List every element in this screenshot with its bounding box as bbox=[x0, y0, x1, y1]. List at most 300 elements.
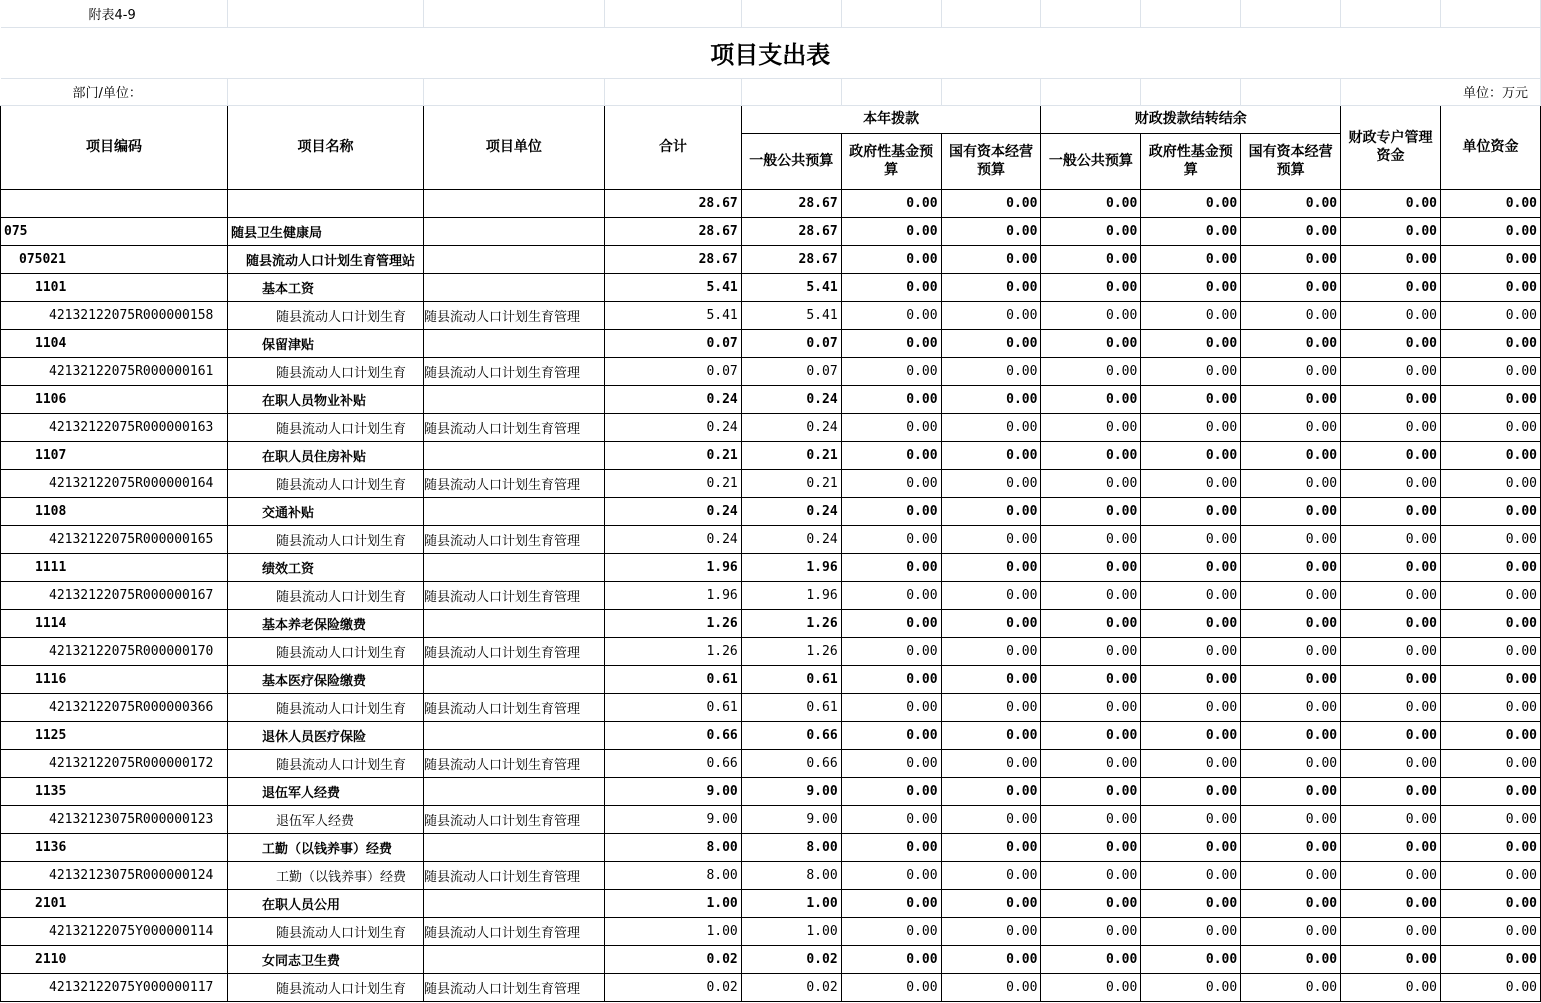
cell-unit bbox=[423, 497, 604, 525]
cell-unit: 随县流动人口计划生育管理 bbox=[423, 301, 604, 329]
cell-value: 8.00 bbox=[604, 833, 741, 861]
cell-name: 随县流动人口计划生育 bbox=[227, 357, 423, 385]
cell-value: 0.00 bbox=[1241, 329, 1341, 357]
cell-value: 0.00 bbox=[1141, 469, 1241, 497]
cell-unit: 随县流动人口计划生育管理 bbox=[423, 861, 604, 889]
cell-code: 42132122075Y000000117 bbox=[1, 973, 228, 1001]
cell-value: 0.00 bbox=[841, 441, 941, 469]
cell-value: 0.00 bbox=[1341, 553, 1441, 581]
cell-value: 0.00 bbox=[941, 945, 1041, 973]
table-row[interactable] bbox=[1, 273, 1541, 301]
cell-value: 0.00 bbox=[841, 245, 941, 273]
cell-value: 0.00 bbox=[1341, 833, 1441, 861]
cell-value: 0.00 bbox=[1241, 553, 1341, 581]
cell-value: 0.00 bbox=[1341, 357, 1441, 385]
cell-value: 0.21 bbox=[604, 469, 741, 497]
cell-value: 0.00 bbox=[1041, 413, 1141, 441]
cell-value: 0.02 bbox=[604, 973, 741, 1001]
cell-value: 0.00 bbox=[1141, 889, 1241, 917]
cell-unit bbox=[423, 273, 604, 301]
cell-value: 0.00 bbox=[1041, 665, 1141, 693]
cell-value: 0.00 bbox=[1441, 357, 1541, 385]
cell-value: 0.00 bbox=[1441, 749, 1541, 777]
cell-code: 42132122075R000000164 bbox=[1, 469, 228, 497]
cell-value: 0.00 bbox=[1041, 301, 1141, 329]
cell-code: 42132123075R000000124 bbox=[1, 861, 228, 889]
header-unit: 项目单位 bbox=[423, 105, 604, 189]
cell-value: 0.00 bbox=[841, 889, 941, 917]
cell-unit: 随县流动人口计划生育管理 bbox=[423, 973, 604, 1001]
cell-unit bbox=[423, 889, 604, 917]
cell-code: 1116 bbox=[1, 665, 228, 693]
cell-value: 1.96 bbox=[604, 553, 741, 581]
cell-value: 0.00 bbox=[841, 805, 941, 833]
cell-unit bbox=[423, 217, 604, 245]
cell-name: 在职人员住房补贴 bbox=[227, 441, 423, 469]
cell-name: 随县流动人口计划生育 bbox=[227, 973, 423, 1001]
cell-value: 0.00 bbox=[1141, 665, 1241, 693]
table-row[interactable] bbox=[1, 805, 1541, 833]
cell-code: 1108 bbox=[1, 497, 228, 525]
cell-value: 0.00 bbox=[1241, 861, 1341, 889]
cell-value: 0.02 bbox=[741, 973, 841, 1001]
cell-value: 0.00 bbox=[941, 973, 1041, 1001]
table-row[interactable] bbox=[1, 385, 1541, 413]
cell-value: 0.00 bbox=[841, 637, 941, 665]
cell-value: 0.00 bbox=[841, 861, 941, 889]
cell-value: 0.00 bbox=[1341, 973, 1441, 1001]
cell-value: 0.00 bbox=[841, 917, 941, 945]
table-row[interactable] bbox=[1, 301, 1541, 329]
cell-code: 42132122075R000000167 bbox=[1, 581, 228, 609]
table-row[interactable] bbox=[1, 441, 1541, 469]
cell-value: 0.00 bbox=[1341, 329, 1441, 357]
cell-value: 1.00 bbox=[741, 917, 841, 945]
page-title: 项目支出表 bbox=[1, 27, 1541, 78]
cell-value: 0.00 bbox=[1241, 385, 1341, 413]
cell-value: 0.21 bbox=[604, 441, 741, 469]
cell-value: 0.00 bbox=[1241, 273, 1341, 301]
cell-value: 0.00 bbox=[1041, 385, 1141, 413]
cell-unit: 随县流动人口计划生育管理 bbox=[423, 637, 604, 665]
table-row[interactable] bbox=[1, 525, 1541, 553]
cell-value: 0.00 bbox=[1241, 749, 1341, 777]
cell-value: 0.07 bbox=[741, 357, 841, 385]
cell-value: 0.00 bbox=[941, 497, 1041, 525]
cell-value: 0.00 bbox=[1141, 777, 1241, 805]
cell-value: 8.00 bbox=[741, 833, 841, 861]
cell-value: 0.00 bbox=[1141, 637, 1241, 665]
cell-code: 42132122075R000000163 bbox=[1, 413, 228, 441]
cell-value: 0.00 bbox=[1041, 637, 1141, 665]
cell-value: 0.00 bbox=[1441, 945, 1541, 973]
cell-unit bbox=[423, 189, 604, 217]
cell-value: 0.00 bbox=[1141, 189, 1241, 217]
cell-unit bbox=[423, 553, 604, 581]
cell-value: 0.00 bbox=[941, 301, 1041, 329]
cell-value: 0.00 bbox=[1241, 721, 1341, 749]
table-row[interactable] bbox=[1, 945, 1541, 973]
cell-value: 0.00 bbox=[1441, 497, 1541, 525]
header-state-capital: 国有资本经营预算 bbox=[941, 133, 1041, 189]
cell-value: 0.00 bbox=[1041, 861, 1141, 889]
cell-value: 0.00 bbox=[841, 385, 941, 413]
cell-value: 9.00 bbox=[741, 805, 841, 833]
header-special: 财政专户管理资金 bbox=[1341, 105, 1441, 189]
cell-unit bbox=[423, 385, 604, 413]
table-row[interactable] bbox=[1, 413, 1541, 441]
header-group-carry: 财政拨款结转结余 bbox=[1041, 105, 1341, 133]
cell-value: 0.00 bbox=[1041, 833, 1141, 861]
cell-value: 1.96 bbox=[604, 581, 741, 609]
cell-value: 0.00 bbox=[1041, 973, 1141, 1001]
cell-name: 随县流动人口计划生育 bbox=[227, 749, 423, 777]
cell-value: 0.00 bbox=[941, 777, 1041, 805]
table-row[interactable] bbox=[1, 553, 1541, 581]
cell-value: 0.00 bbox=[841, 721, 941, 749]
cell-name: 随县流动人口计划生育 bbox=[227, 301, 423, 329]
unit-label: 单位：万元 bbox=[1341, 78, 1541, 105]
cell-name bbox=[227, 189, 423, 217]
cell-value: 0.00 bbox=[1041, 497, 1141, 525]
cell-value: 0.00 bbox=[1241, 777, 1341, 805]
table-row[interactable] bbox=[1, 217, 1541, 245]
cell-value: 0.00 bbox=[941, 861, 1041, 889]
cell-value: 0.00 bbox=[1341, 525, 1441, 553]
table-row[interactable] bbox=[1, 833, 1541, 861]
cell-code: 1104 bbox=[1, 329, 228, 357]
cell-value: 1.26 bbox=[604, 637, 741, 665]
cell-code: 2101 bbox=[1, 889, 228, 917]
cell-value: 0.00 bbox=[1241, 945, 1341, 973]
cell-value: 0.00 bbox=[1141, 581, 1241, 609]
cell-value: 0.00 bbox=[841, 693, 941, 721]
cell-value: 28.67 bbox=[604, 189, 741, 217]
cell-value: 0.00 bbox=[1241, 973, 1341, 1001]
cell-value: 0.00 bbox=[1441, 441, 1541, 469]
table-row[interactable] bbox=[1, 777, 1541, 805]
cell-unit bbox=[423, 329, 604, 357]
cell-name: 保留津贴 bbox=[227, 329, 423, 357]
cell-name: 基本工资 bbox=[227, 273, 423, 301]
cell-value: 0.66 bbox=[741, 749, 841, 777]
cell-value: 0.00 bbox=[1341, 777, 1441, 805]
cell-value: 0.00 bbox=[1241, 525, 1341, 553]
cell-unit bbox=[423, 245, 604, 273]
header-gov-fund: 政府性基金预算 bbox=[841, 133, 941, 189]
cell-value: 0.00 bbox=[1341, 469, 1441, 497]
cell-value: 0.00 bbox=[1441, 833, 1541, 861]
cell-value: 0.00 bbox=[941, 917, 1041, 945]
cell-value: 0.00 bbox=[1441, 917, 1541, 945]
cell-value: 0.00 bbox=[941, 581, 1041, 609]
attachment-label: 附表4-9 bbox=[1, 0, 228, 27]
cell-value: 0.00 bbox=[1041, 749, 1141, 777]
table-row[interactable] bbox=[1, 581, 1541, 609]
cell-value: 0.00 bbox=[941, 553, 1041, 581]
header-code: 项目编码 bbox=[1, 105, 228, 189]
cell-value: 0.00 bbox=[1441, 469, 1541, 497]
cell-value: 0.00 bbox=[1341, 245, 1441, 273]
dept-label: 部门/单位： bbox=[1, 78, 228, 105]
cell-value: 5.41 bbox=[741, 301, 841, 329]
cell-value: 0.00 bbox=[841, 553, 941, 581]
table-row[interactable] bbox=[1, 861, 1541, 889]
cell-value: 0.00 bbox=[1241, 917, 1341, 945]
cell-value: 28.67 bbox=[604, 217, 741, 245]
cell-value: 0.00 bbox=[841, 945, 941, 973]
cell-value: 0.00 bbox=[1241, 889, 1341, 917]
cell-value: 0.00 bbox=[1041, 441, 1141, 469]
cell-value: 0.00 bbox=[1041, 525, 1141, 553]
table-row[interactable] bbox=[1, 357, 1541, 385]
cell-name: 女同志卫生费 bbox=[227, 945, 423, 973]
cell-value: 0.00 bbox=[1141, 301, 1241, 329]
header-gov-fund-carry: 政府性基金预算 bbox=[1141, 133, 1241, 189]
cell-value: 1.96 bbox=[741, 581, 841, 609]
cell-value: 0.00 bbox=[1041, 721, 1141, 749]
cell-value: 0.00 bbox=[1241, 497, 1341, 525]
cell-value: 0.00 bbox=[1241, 665, 1341, 693]
table-row[interactable] bbox=[1, 973, 1541, 1001]
cell-name: 随县流动人口计划生育 bbox=[227, 525, 423, 553]
cell-value: 0.00 bbox=[1041, 245, 1141, 273]
cell-value: 0.02 bbox=[604, 945, 741, 973]
cell-unit: 随县流动人口计划生育管理 bbox=[423, 357, 604, 385]
cell-value: 0.00 bbox=[941, 805, 1041, 833]
table-row[interactable] bbox=[1, 665, 1541, 693]
table-row[interactable] bbox=[1, 637, 1541, 665]
cell-code: 2110 bbox=[1, 945, 228, 973]
cell-value: 0.00 bbox=[1141, 861, 1241, 889]
cell-name: 工勤（以钱养事）经费 bbox=[227, 833, 423, 861]
cell-value: 1.26 bbox=[604, 609, 741, 637]
cell-value: 0.00 bbox=[1341, 917, 1441, 945]
cell-value: 0.00 bbox=[941, 329, 1041, 357]
cell-value: 0.00 bbox=[1441, 525, 1541, 553]
cell-value: 0.00 bbox=[841, 189, 941, 217]
cell-value: 8.00 bbox=[741, 861, 841, 889]
cell-value: 28.67 bbox=[741, 217, 841, 245]
cell-name: 随县流动人口计划生育 bbox=[227, 413, 423, 441]
cell-value: 0.07 bbox=[604, 329, 741, 357]
cell-value: 0.00 bbox=[841, 301, 941, 329]
cell-value: 0.07 bbox=[741, 329, 841, 357]
table-row[interactable] bbox=[1, 245, 1541, 273]
cell-unit bbox=[423, 441, 604, 469]
cell-name: 基本医疗保险缴费 bbox=[227, 665, 423, 693]
cell-value: 0.00 bbox=[1241, 609, 1341, 637]
cell-value: 0.00 bbox=[1041, 777, 1141, 805]
cell-code: 1136 bbox=[1, 833, 228, 861]
cell-value: 0.66 bbox=[604, 721, 741, 749]
table-row[interactable] bbox=[1, 497, 1541, 525]
cell-value: 0.00 bbox=[1241, 357, 1341, 385]
cell-value: 0.00 bbox=[841, 357, 941, 385]
cell-value: 0.00 bbox=[1341, 805, 1441, 833]
cell-value: 0.00 bbox=[841, 777, 941, 805]
cell-value: 0.00 bbox=[1141, 833, 1241, 861]
cell-value: 0.00 bbox=[1041, 553, 1141, 581]
cell-value: 0.07 bbox=[604, 357, 741, 385]
cell-unit: 随县流动人口计划生育管理 bbox=[423, 469, 604, 497]
cell-name: 随县流动人口计划生育管理站 bbox=[227, 245, 423, 273]
cell-value: 0.00 bbox=[1141, 497, 1241, 525]
table-row[interactable] bbox=[1, 721, 1541, 749]
cell-value: 0.00 bbox=[1441, 973, 1541, 1001]
cell-value: 0.00 bbox=[941, 637, 1041, 665]
cell-value: 0.00 bbox=[1141, 749, 1241, 777]
cell-value: 5.41 bbox=[741, 273, 841, 301]
table-row[interactable] bbox=[1, 329, 1541, 357]
cell-value: 0.00 bbox=[941, 693, 1041, 721]
cell-value: 0.00 bbox=[1441, 609, 1541, 637]
cell-value: 0.00 bbox=[941, 469, 1041, 497]
cell-value: 0.00 bbox=[1341, 385, 1441, 413]
cell-code: 1107 bbox=[1, 441, 228, 469]
cell-value: 0.66 bbox=[741, 721, 841, 749]
table-row[interactable] bbox=[1, 749, 1541, 777]
cell-value: 0.00 bbox=[1441, 245, 1541, 273]
header-own: 单位资金 bbox=[1441, 105, 1541, 189]
cell-value: 1.26 bbox=[741, 637, 841, 665]
cell-value: 0.00 bbox=[941, 273, 1041, 301]
cell-name: 交通补贴 bbox=[227, 497, 423, 525]
cell-value: 0.00 bbox=[1041, 805, 1141, 833]
cell-value: 0.00 bbox=[1341, 273, 1441, 301]
header-state-capital-carry: 国有资本经营预算 bbox=[1241, 133, 1341, 189]
cell-value: 0.00 bbox=[1141, 329, 1241, 357]
cell-value: 1.26 bbox=[741, 609, 841, 637]
cell-value: 0.00 bbox=[1241, 637, 1341, 665]
header-general: 一般公共预算 bbox=[741, 133, 841, 189]
cell-value: 0.00 bbox=[1341, 609, 1441, 637]
cell-value: 0.66 bbox=[604, 749, 741, 777]
cell-value: 0.00 bbox=[1441, 721, 1541, 749]
cell-code: 42132122075R000000165 bbox=[1, 525, 228, 553]
cell-value: 0.00 bbox=[1241, 441, 1341, 469]
header-total: 合计 bbox=[604, 105, 741, 189]
cell-value: 0.00 bbox=[1141, 357, 1241, 385]
cell-value: 0.00 bbox=[1341, 217, 1441, 245]
cell-value: 0.00 bbox=[1341, 189, 1441, 217]
cell-value: 0.00 bbox=[941, 385, 1041, 413]
cell-value: 8.00 bbox=[604, 861, 741, 889]
cell-value: 0.00 bbox=[1441, 413, 1541, 441]
cell-value: 0.00 bbox=[1141, 973, 1241, 1001]
cell-name: 在职人员物业补贴 bbox=[227, 385, 423, 413]
cell-value: 0.00 bbox=[841, 217, 941, 245]
cell-unit: 随县流动人口计划生育管理 bbox=[423, 525, 604, 553]
cell-value: 0.00 bbox=[1341, 749, 1441, 777]
cell-value: 0.00 bbox=[1441, 637, 1541, 665]
cell-value: 0.00 bbox=[1241, 217, 1341, 245]
cell-value: 1.00 bbox=[604, 917, 741, 945]
cell-code: 42132123075R000000123 bbox=[1, 805, 228, 833]
cell-value: 0.00 bbox=[941, 525, 1041, 553]
cell-value: 0.00 bbox=[1441, 777, 1541, 805]
cell-value: 0.00 bbox=[841, 833, 941, 861]
cell-value: 0.00 bbox=[1341, 665, 1441, 693]
cell-code: 42132122075R000000366 bbox=[1, 693, 228, 721]
cell-value: 0.00 bbox=[841, 273, 941, 301]
cell-value: 9.00 bbox=[604, 777, 741, 805]
cell-value: 0.00 bbox=[941, 833, 1041, 861]
cell-value: 0.00 bbox=[1041, 273, 1141, 301]
cell-value: 0.00 bbox=[1241, 833, 1341, 861]
cell-value: 0.61 bbox=[741, 665, 841, 693]
cell-code: 1111 bbox=[1, 553, 228, 581]
cell-code: 075 bbox=[1, 217, 228, 245]
cell-value: 28.67 bbox=[741, 189, 841, 217]
cell-value: 0.00 bbox=[1241, 693, 1341, 721]
table-row[interactable] bbox=[1, 693, 1541, 721]
cell-name: 随县卫生健康局 bbox=[227, 217, 423, 245]
cell-value: 0.00 bbox=[1241, 805, 1341, 833]
table-row[interactable] bbox=[1, 609, 1541, 637]
cell-value: 0.02 bbox=[741, 945, 841, 973]
cell-value: 0.00 bbox=[1141, 609, 1241, 637]
table-row[interactable] bbox=[1, 889, 1541, 917]
cell-value: 0.00 bbox=[1141, 413, 1241, 441]
cell-value: 0.00 bbox=[1041, 357, 1141, 385]
cell-value: 5.41 bbox=[604, 301, 741, 329]
cell-code: 1114 bbox=[1, 609, 228, 637]
cell-unit: 随县流动人口计划生育管理 bbox=[423, 749, 604, 777]
cell-unit bbox=[423, 945, 604, 973]
cell-unit: 随县流动人口计划生育管理 bbox=[423, 413, 604, 441]
cell-value: 0.24 bbox=[604, 385, 741, 413]
cell-value: 0.00 bbox=[941, 413, 1041, 441]
cell-value: 0.00 bbox=[1341, 497, 1441, 525]
cell-value: 0.00 bbox=[941, 245, 1041, 273]
cell-value: 0.00 bbox=[1141, 553, 1241, 581]
cell-value: 0.00 bbox=[1341, 413, 1441, 441]
header-name: 项目名称 bbox=[227, 105, 423, 189]
cell-value: 0.00 bbox=[1041, 581, 1141, 609]
cell-value: 0.00 bbox=[1441, 693, 1541, 721]
cell-value: 0.61 bbox=[741, 693, 841, 721]
cell-code: 075021 bbox=[1, 245, 228, 273]
cell-value: 0.00 bbox=[1441, 329, 1541, 357]
cell-value: 0.00 bbox=[1241, 469, 1341, 497]
cell-value: 0.00 bbox=[1141, 525, 1241, 553]
table-row[interactable] bbox=[1, 917, 1541, 945]
cell-value: 9.00 bbox=[741, 777, 841, 805]
table-row[interactable] bbox=[1, 469, 1541, 497]
cell-value: 0.00 bbox=[1141, 945, 1241, 973]
cell-value: 0.00 bbox=[1141, 441, 1241, 469]
cell-value: 0.00 bbox=[841, 497, 941, 525]
cell-value: 0.24 bbox=[741, 385, 841, 413]
cell-value: 1.96 bbox=[741, 553, 841, 581]
cell-value: 0.00 bbox=[1441, 861, 1541, 889]
cell-name: 工勤（以钱养事）经费 bbox=[227, 861, 423, 889]
cell-value: 0.00 bbox=[1041, 469, 1141, 497]
cell-unit bbox=[423, 665, 604, 693]
cell-name: 退伍军人经费 bbox=[227, 777, 423, 805]
cell-value: 0.00 bbox=[1341, 889, 1441, 917]
cell-value: 0.00 bbox=[841, 329, 941, 357]
cell-code bbox=[1, 189, 228, 217]
table-row[interactable] bbox=[1, 189, 1541, 217]
cell-value: 0.00 bbox=[1041, 693, 1141, 721]
cell-value: 0.00 bbox=[1141, 721, 1241, 749]
cell-value: 0.21 bbox=[741, 441, 841, 469]
cell-unit bbox=[423, 609, 604, 637]
cell-unit: 随县流动人口计划生育管理 bbox=[423, 917, 604, 945]
cell-code: 42132122075R000000158 bbox=[1, 301, 228, 329]
